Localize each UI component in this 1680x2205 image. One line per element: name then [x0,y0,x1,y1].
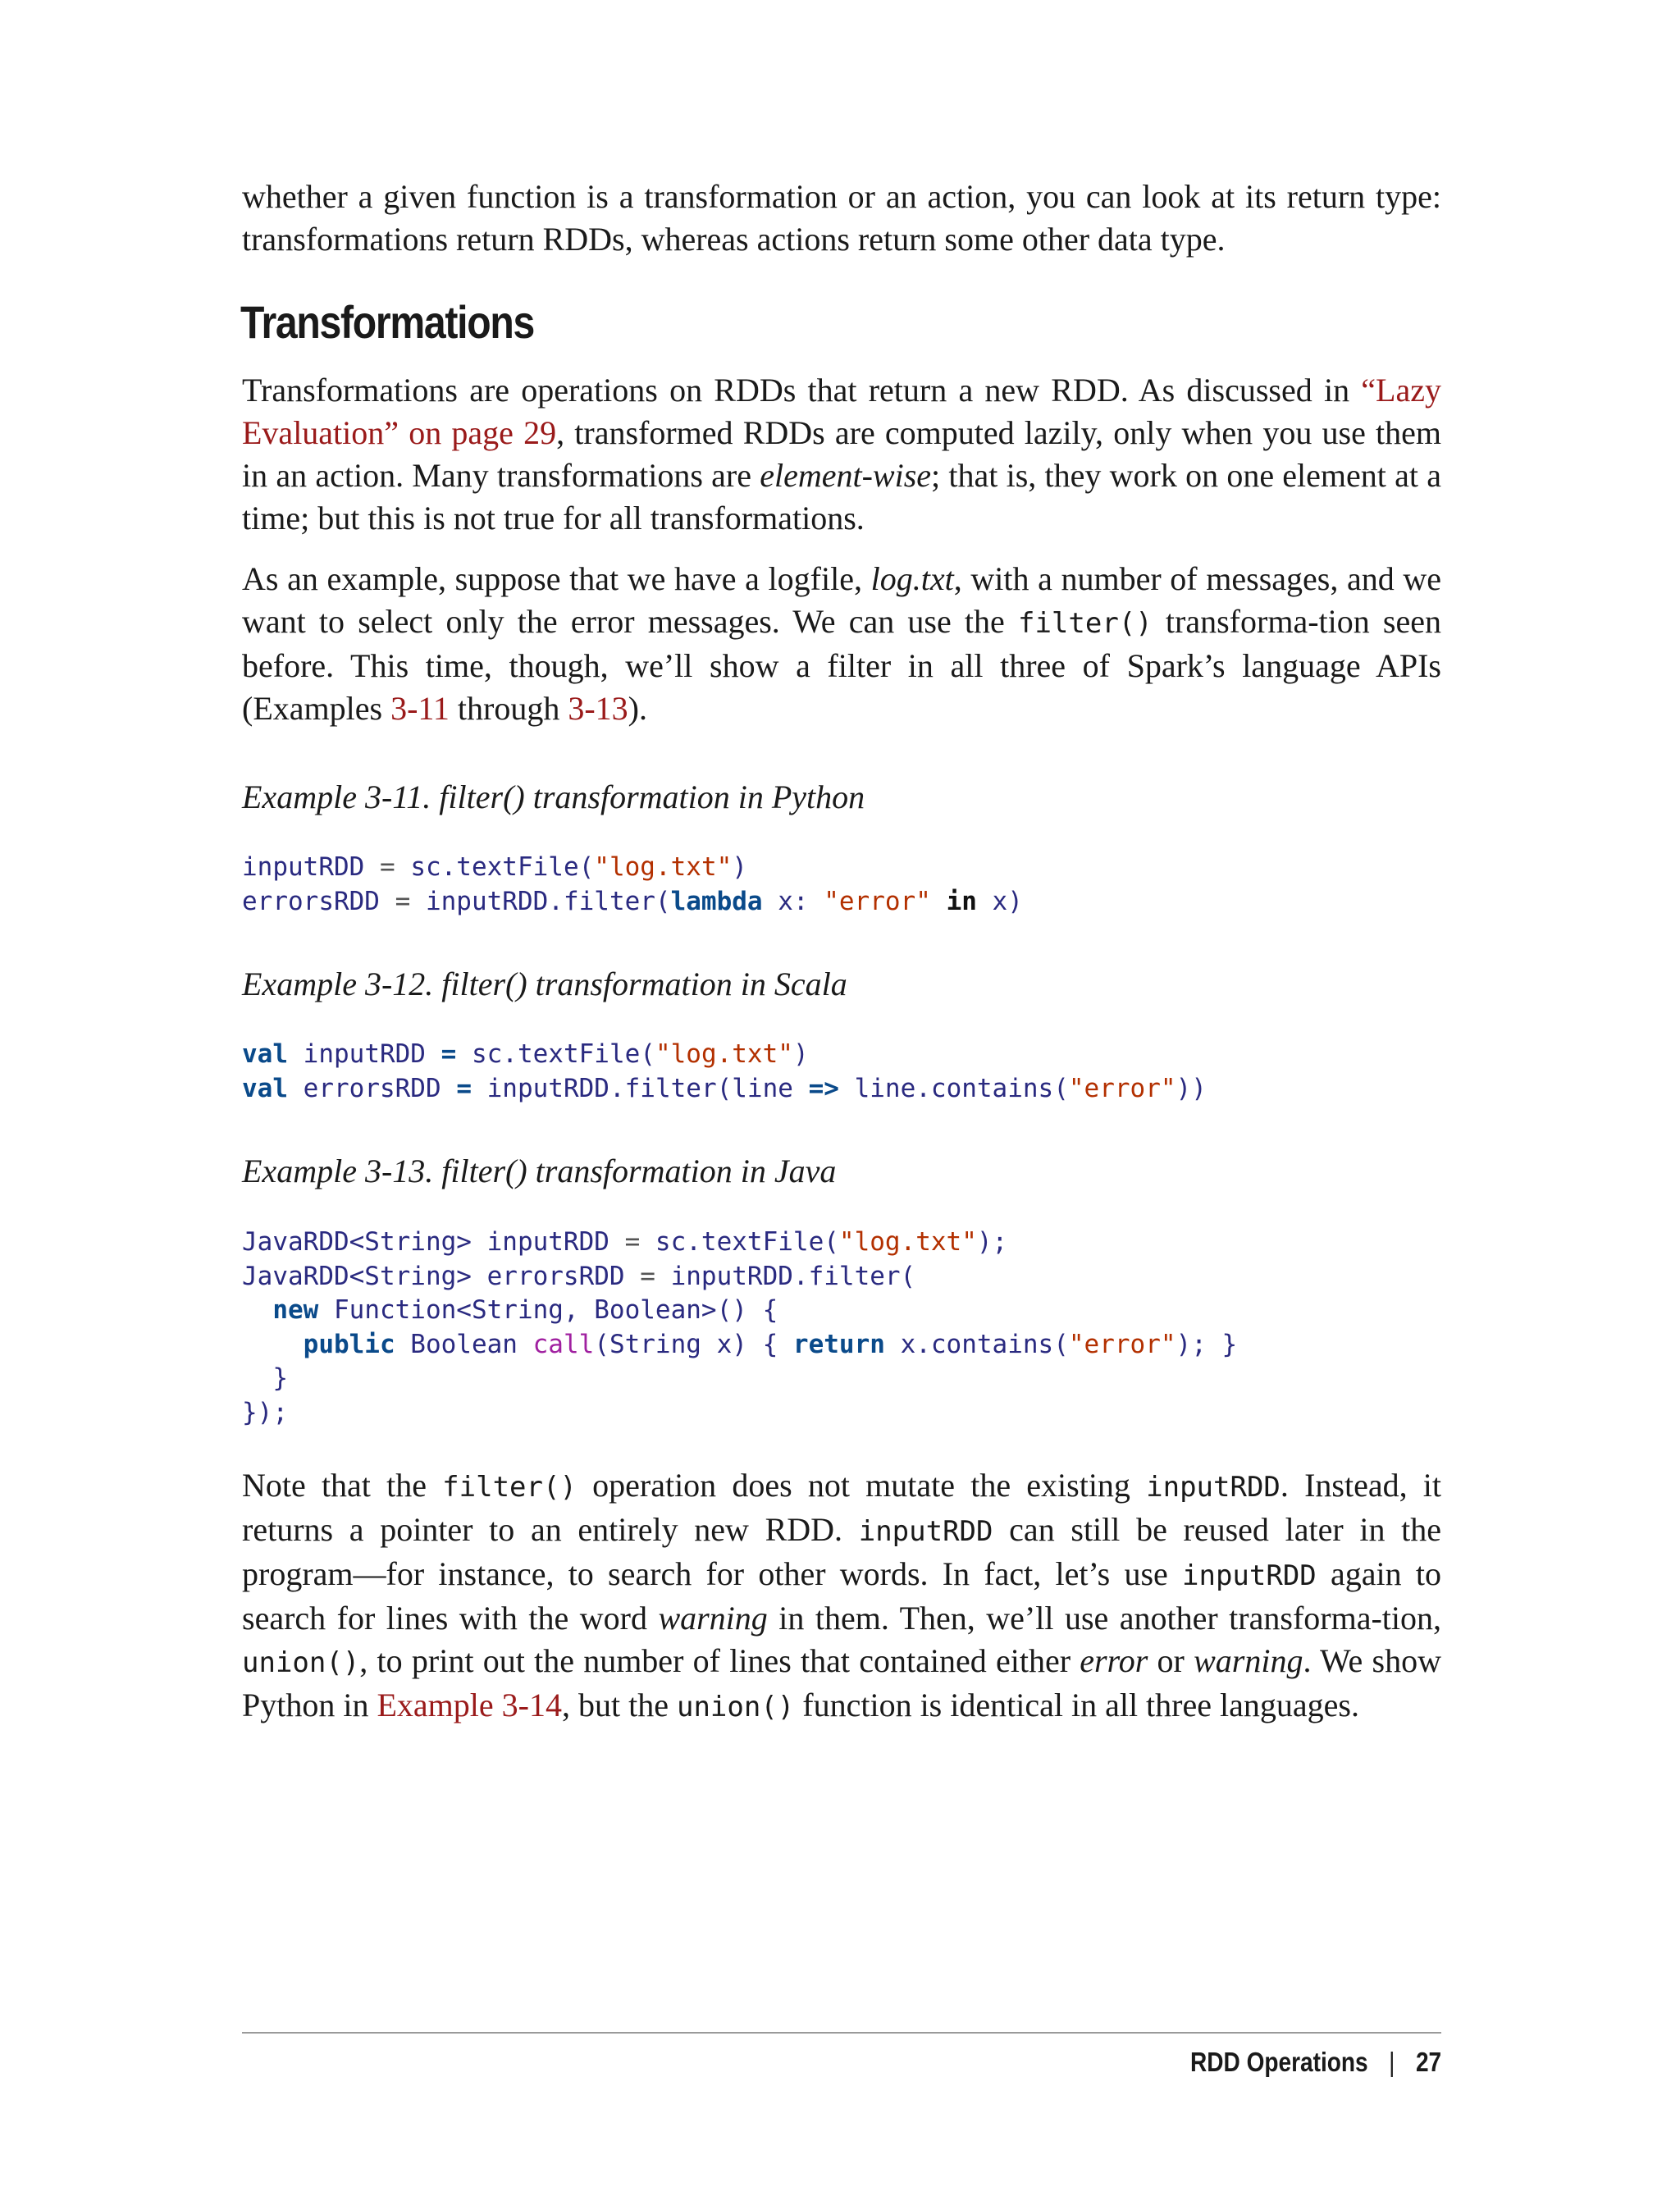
inline-code: filter() [442,1471,577,1504]
emphasis: warning [1194,1642,1303,1679]
inline-code: union() [676,1691,795,1723]
python-code-block: inputRDD = sc.textFile("log.txt") errorsRDD = inputRDD.filter(lambda x: "error" in x) [242,852,1023,916]
text: ). [628,690,647,727]
page-number: 27 [1415,2047,1441,2077]
section-heading: Transformations [240,296,534,348]
paragraph-example-intro [242,558,1441,730]
text: , with a number of messages, and we want to select only the error messages. We can use the [242,560,1441,640]
inline-code: inputRDD [1146,1471,1281,1504]
page-footer [1190,2047,1441,2078]
example-3-14-link[interactable]: Example 3-14 [377,1687,562,1723]
text: again to search for lines with the word [242,1555,1442,1637]
paragraph-note [242,1464,1441,1728]
text: Transformations are operations on RDDs that return a new RDD. As discussed in [242,372,1362,409]
intro-line-2: type: transformations return RDDs, whereas actions return some other data type. [242,178,1441,258]
emphasis: log.txt [870,560,954,597]
inline-code: union() [242,1646,360,1679]
inline-code: inputRDD [1182,1559,1317,1592]
paragraph-transformations [242,369,1441,540]
text: . We show Python in [242,1642,1441,1723]
text: function is identical in all three languages. [794,1687,1359,1723]
emphasis: element-wise [760,457,932,494]
footer-divider [242,2032,1441,2034]
intro-line-1: whether a given function is a transformation or an action, you can look at its return [242,178,1366,215]
text: can still be reused later in the program—for instance, to search for other words. In fact, let’s use [242,1511,1441,1592]
text: Note that the [242,1467,443,1504]
text: , transformed RDDs are computed lazily, only when you use them in an action. Many transformations are [242,414,1441,494]
text: ; that is, they work on one element at a time; but this is not true for all transformations. [242,457,1441,536]
example-3-13-link[interactable]: 3-13 [568,690,628,727]
lazy-evaluation-link[interactable]: “Lazy Evaluation” on page 29 [242,372,1441,451]
inline-code: filter() [1017,607,1153,640]
example-3-11-caption: Example 3-11. filter() transformation in Python [242,778,865,815]
java-code-block: JavaRDD<String> inputRDD = sc.textFile("log.txt"); JavaRDD<String> errorsRDD = inputRDD.filter( new Function<String, Boolean>() { public Boolean call(String x) { return x.contains("error"); } } }); [242,1227,1238,1427]
intro-paragraph [242,176,1441,261]
text: , but the [561,1687,677,1723]
text: operation does not mutate the existing [576,1467,1147,1504]
text: . Instead, it returns a pointer to an entirely new RDD. [242,1467,1441,1548]
example-3-11-link[interactable]: 3-11 [390,690,450,727]
text: in them. Then, we’ll use another transforma-tion, [767,1600,1441,1637]
emphasis: error [1080,1642,1148,1679]
footer-separator: | [1388,2047,1395,2077]
example-3-12-caption: Example 3-12. filter() transformation in Scala [242,966,847,1002]
scala-code-block: val inputRDD = sc.textFile("log.txt") val errorsRDD = inputRDD.filter(line => line.contains("error")) [242,1039,1207,1103]
text: through [449,690,568,727]
inline-code: inputRDD [858,1515,993,1548]
text: As an example, suppose that we have a logfile, [242,560,871,597]
text: transforma-tion seen before. This time, though, we’ll show a filter in all three of Spark’s language APIs (Examples [242,603,1441,727]
emphasis: warning [658,1600,768,1637]
text: or [1148,1642,1194,1679]
example-3-13-caption: Example 3-13. filter() transformation in Java [242,1153,837,1189]
footer-section-title: RDD Operations [1189,2047,1368,2077]
text: , to print out the number of lines that contained either [359,1642,1080,1679]
